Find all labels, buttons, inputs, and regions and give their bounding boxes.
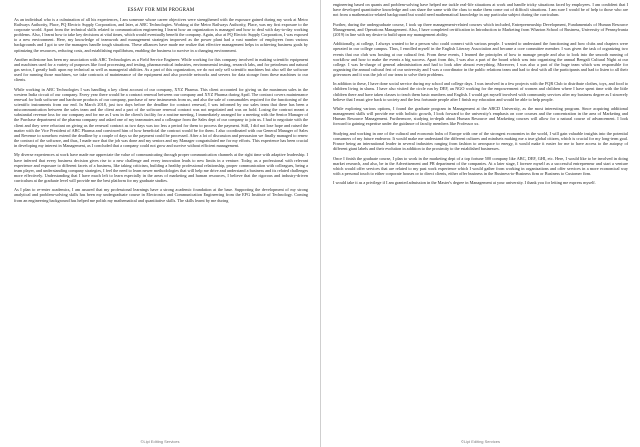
paragraph: While exploring various options, I found the graduate program in Management at the ABCD University, as the most interesting program. Since acquiring additional management skills will provide me with holistic growth, I look forward to the university's emphasis on core courses and the concentration in the area of Marketing and Human Resource Management. Furthermore, studying in-depth about Human Resource and Marketing courses will allow for a natural course of advancement. I look forward to gaining expertise under the guidance of faculty members like Professor xx.: [333, 106, 628, 127]
paragraph: Another milestone has been my association with ABC Technologies as a Field Service Engineer. While working for this company involved in making scientific equipment and machines used for a variety of purposes like food processing and testing, pharmaceutical industries, environmental testing, research labs, and for petroleum and natural gas sector, I greatly built upon my technical as well as managerial abilities. As a part of this organization, we do not only sell scientific machines but also sell the software used for running those machines, we take contracts of maintenance of the equipment and also provide networks and servers for data storage from these machines to our clients.: [14, 57, 308, 83]
page-footer-credit: ©Lipi Editing Services: [140, 439, 180, 444]
page-1-body: [14, 17, 308, 203]
paragraph: As an individual who is a culmination of all his experiences, I am someone whose career objectives were strengthened with the exposure gained during my work at Metro Railways Authority, Place, PQ Electric Supply Corporation, and later, at ABC Technologies. Working at the Metro Railways Authority, Place, was my first exposure to the corporate world. Apart from the technical skills related to communication engineering I learnt how an organization is managed and how to deal with day-to-day working problems. Also, I learnt how to take key decisions at vital times, which would eventually benefit the company. Again, also at PQ Electric Supply Corporation, I was exposed to a new environment. Here, my knowledge of teamwork and management strategies improved as the power plant had a vast number of employees from various backgrounds and I got to see the managers handle tough situations. These alliances have made me realize that effective management helps in achieving business goals by optimizing the resources, reducing costs, and establishing equilibrium, enabling the business to survive in a changing environment.: [14, 17, 308, 53]
paragraph: Studying and working in one of the cultural and economic hubs of Europe with one of the strongest economies in the world, I will gain valuable insights into the potential consumers of my future endeavor. It would make me understand the different cultures and mindsets making me a true global citizen, which is crucial for my long-term goal. France being an international leader in several industries ranging from fashion to aerospace to energy, it would make it easier for me to have access to the autopsy of different giant labels and their evolution in addition to the proximity to the established businesses.: [333, 130, 628, 152]
paragraph: Additionally, at college, I always wanted to be a person who could connect with various people. I wanted to understand the functioning and how clubs and chapters were operated in our college campus. Thus, I enrolled myself in the English Literary Association and became a core committee member. I was given the task of organizing two events that our club was hosting at our cultural fest. From these events, I learned the principles of how to manage people and also to look into the smooth running of workflow and how to make the events a big success. Apart from this, I was also a part of the board which was into organizing the annual Bengali Cultural Night at our college. I was In-charge of general administration and had to look after almost everything. Moreover, I was also a part of the huge team which was responsible for organizing the annual cultural fest of our university and I was a coordinator in the public relations team and had to deal with all the participants and had to listen to all their grievances and it was the job of our team to solve their problems.: [333, 41, 628, 77]
paragraph: Further, during the undergraduate course, I took up three management-related courses which included, Entrepreneurship Development, Fundamentals of Human Resource Management, and Operations Management. Also, I have completed certification in Introduction to Marketing from Wharton School of Business, University of Pennsylvania (2019) in line with my desire to build upon my management ability.: [333, 21, 628, 37]
page-2-body: [333, 2, 628, 186]
essay-title: ESSAY FOR MIM PROGRAM: [127, 8, 195, 13]
paragraph: While working in ABC Technologies I was handling a key client account of our company, XYZ Pharma. This client accounted for giving us the maximum sales in the western India circuit of our company. Every year there would be a contract renewal between our company and XYZ Pharma during April. The contract covers maintenance renewal for both software and hardware products of our company, purchase of new instruments from us, and also the sale of consumables required for the functioning of the scientific instruments from our end. In March 2018, just two days before the deadline for contract renewal, I was informed by our sales team that there has been a miscommunication between the sales team and the client and a part of the software renewal contract was not negotiated and was on hold. Losing the contract meant a substantial revenue loss for our company and for me as I was in the client's facility for a routine meeting, I immediately arranged for a meeting with the Senior Manager of the Purchase department of the pharma company and asked one of my teammates and a colleague from the Sales dept of our company to join us. I had to negotiate with the client and they were reluctant on giving us the renewal contract as two days was too less a period for them to process the payment. Still, I did not lose hope and raised the matter with the Vice President of ABC Pharma and convinced him of how beneficial the contract would be for them. I also coordinated with our General Manager of Sales and Revenue to somehow extend the deadline by a couple of days so the payment could be processed. After a lot of discussion and persuasion we finally managed to renew the contract of the software, and thus, I made sure that the job was done and my seniors and my Manager congratulated me for my efforts. This experience has been crucial in developing my interest in Management, as I concluded that a company could not grow and survive without efficient management.: [14, 86, 308, 148]
paragraph: Once I finish the graduate course, I plan to work in the marketing dept of a top fortune 500 company like ABC, DEF, GHI, etc. Here, I would like to be involved in doing market research, and also, be in the Advertisement and PR department of the companies. At a later stage, I foresee myself as a successful entrepreneur and start a venture which would offer services that are related to my past work experience which I would gather from working in organizations and offer services in a more economical way with a personal touch to either corporate houses or to direct clients, either offer business in the Business-to-Business firm or Business to Customer firm.: [333, 155, 628, 176]
paragraph: engineering based on quants and problem-solving have helped me tackle real-life situations at work and handle tricky situations faced by employees. I am confident that I have developed quantitative knowledge and can share the same with the class to make them come out of difficult situations. I am sure I would be of help to those who are not from a mathematics-related background but would need mathematical knowledge in any particular subject during the curriculum.: [333, 2, 628, 18]
paragraph: As I plan to re-enter academics, I am assured that my professional learnings have a strong academic foundation at the base. Supporting the development of my strong analytical and problem-solving skills has been my undergraduate course in Electronics and Communication Engineering from the EFG Institute of Technology. Coming from an engineering background has helped me polish my mathematical and quantitative skills. The skills learnt by me during: [14, 187, 308, 203]
paragraph: My diverse experiences at work have made me appreciate the value of communicating through proper communication channels at the right time with adaptive leadership. I have inferred that every business decision gives rise to a new challenge and every innovation leads to new limits in a venture. Today, as a professional with relevant experience and exposure to different facets of a business, like taking criticism, building a healthy professional relationship, proper communication with colleagues, being a team player, and understanding company strategies, I feel the need to learn newer methodologies that will help me drive and understand a business and its related challenges more effectively. Understanding that I have much left to learn especially in the areas of marketing and human resources, I believe that the rigorous and industry-driven curriculum at the graduate level will provide me the best platform for my graduate studies.: [14, 152, 308, 183]
essay-page-2: [320, 0, 640, 447]
paragraph: I would take it as a privilege if I am granted admission in the Master's degree in Management at your university. I thank you for letting me express myself.: [333, 180, 596, 186]
paragraph: In addition to these, I have done social service during my school and college days. I was involved in a few projects with the FQR Club to distribute clothes, toys, and food to children living in slums. I have also visited the circle run by DEF, an NGO working for the empowerment of women and children where I have spent time with the little children there and have taken classes to teach them basic numbers and English. I would get myself involved with community services after my business degree as I sincerely believe that I must give back to society and the less fortunate people after I finish my education and would be able to help people.: [333, 81, 628, 102]
page-footer-credit: ©Lipi Editing Services: [461, 439, 500, 444]
